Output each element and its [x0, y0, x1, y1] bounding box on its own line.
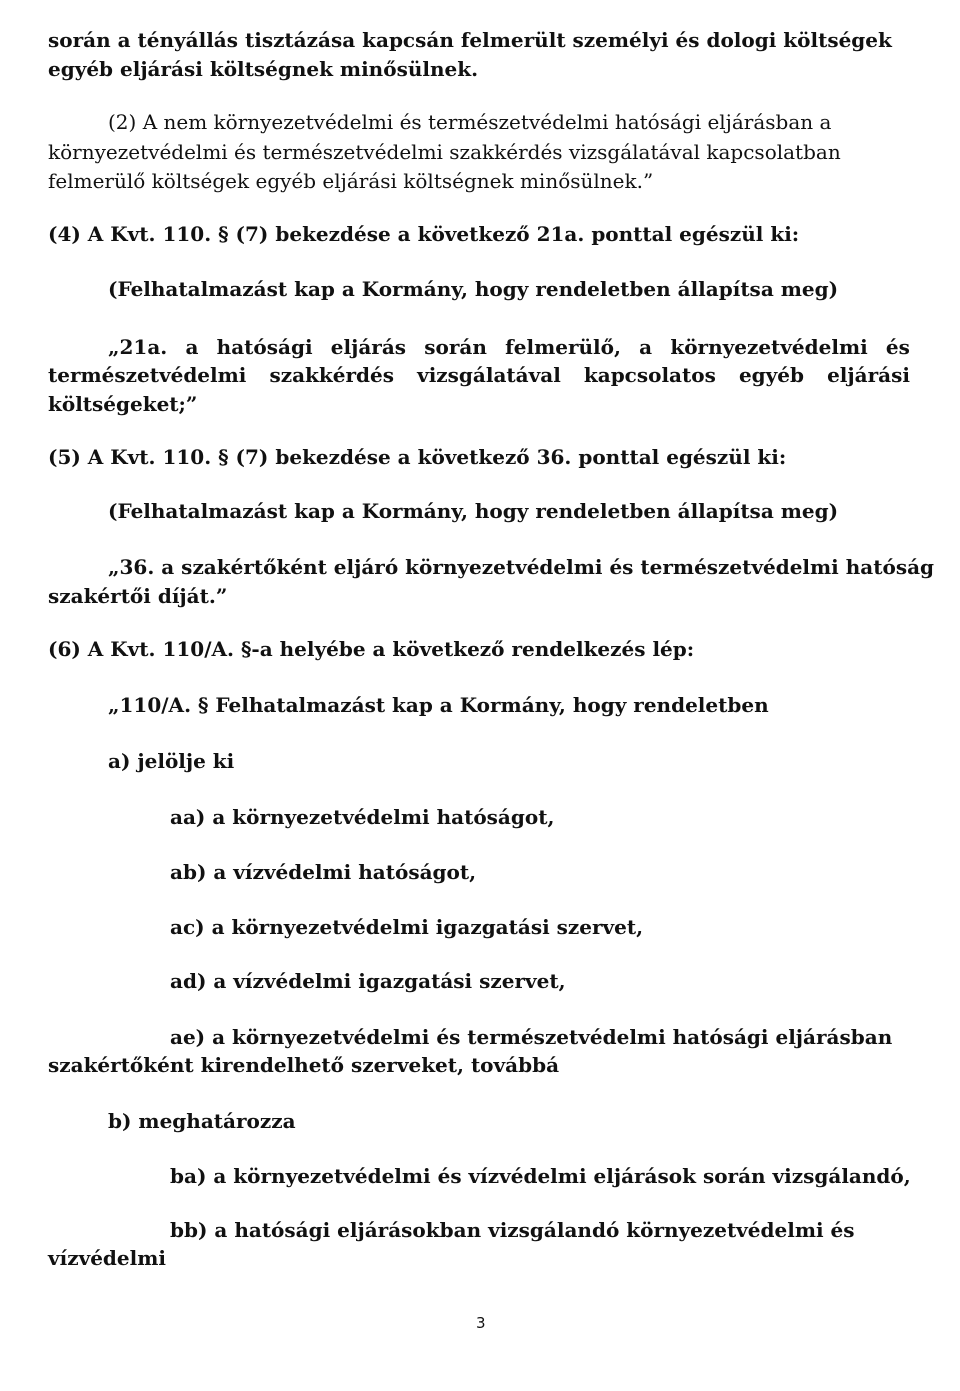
page-number: 3 — [476, 1314, 486, 1332]
text-line: (2) A nem környezetvédelmi és természetvédelmi hatósági eljárásban a — [108, 110, 832, 134]
text-line: környezetvédelmi és természetvédelmi szakkérdés vizsgálatával kapcsolatban — [48, 140, 841, 164]
text-line: egyéb eljárási költségnek minősülnek. — [48, 57, 479, 81]
word: természetvédelmi — [48, 363, 247, 387]
text-line: „36. a szakértőként eljáró környezetvédelmi és természetvédelmi hatóság — [108, 555, 935, 579]
word: felmerülő, — [505, 335, 621, 359]
justified-line — [48, 362, 910, 388]
text-line: (Felhatalmazást kap a Kormány, hogy rendeletben állapítsa meg) — [108, 499, 839, 523]
word: hatósági — [216, 335, 313, 359]
word: és — [885, 335, 910, 359]
list-item: ab) a vízvédelmi hatóságot, — [170, 860, 477, 884]
word: a — [639, 335, 653, 359]
list-item: bb) a hatósági eljárásokban vizsgálandó környezetvédelmi és — [170, 1218, 855, 1242]
paragraph-heading: (5) A Kvt. 110. § (7) bekezdése a következő 36. ponttal egészül ki: — [48, 445, 787, 469]
word: szakkérdés — [269, 363, 394, 387]
word: vizsgálatával — [417, 363, 561, 387]
word: kapcsolatos — [583, 363, 716, 387]
word: eljárás — [330, 335, 407, 359]
word: egyéb — [738, 363, 804, 387]
text-line: (Felhatalmazást kap a Kormány, hogy rendeletben állapítsa meg) — [108, 277, 839, 301]
text-line: felmerülő költségek egyéb eljárási költségnek minősülnek.” — [48, 169, 654, 193]
text-line: során a tényállás tisztázása kapcsán felmerült személyi és dologi költségek — [48, 28, 892, 52]
text-line: költségeket;” — [48, 392, 198, 416]
word: „21a. — [108, 335, 168, 359]
justified-line — [48, 334, 910, 360]
text-line: „110/A. § Felhatalmazást kap a Kormány, hogy rendeletben — [108, 693, 769, 717]
list-item: a) jelölje ki — [108, 749, 235, 773]
paragraph-heading: (6) A Kvt. 110/A. §-a helyébe a következő rendelkezés lép: — [48, 637, 695, 661]
list-item: ae) a környezetvédelmi és természetvédelmi hatósági eljárásban — [170, 1025, 893, 1049]
list-item: ac) a környezetvédelmi igazgatási szervet, — [170, 915, 644, 939]
text-line: szakértőként kirendelhető szerveket, továbbá — [48, 1053, 560, 1077]
text-line: vízvédelmi — [48, 1246, 166, 1270]
paragraph-heading: (4) A Kvt. 110. § (7) bekezdése a következő 21a. ponttal egészül ki: — [48, 222, 800, 246]
list-item: ba) a környezetvédelmi és vízvédelmi eljárások során vizsgálandó, — [170, 1164, 911, 1188]
word: a — [185, 335, 199, 359]
word: környezetvédelmi — [670, 335, 868, 359]
text-line: szakértői díját.” — [48, 584, 228, 608]
word: eljárási — [827, 363, 910, 387]
list-item: aa) a környezetvédelmi hatóságot, — [170, 805, 555, 829]
list-item: b) meghatározza — [108, 1109, 296, 1133]
list-item: ad) a vízvédelmi igazgatási szervet, — [170, 969, 566, 993]
word: során — [424, 335, 487, 359]
